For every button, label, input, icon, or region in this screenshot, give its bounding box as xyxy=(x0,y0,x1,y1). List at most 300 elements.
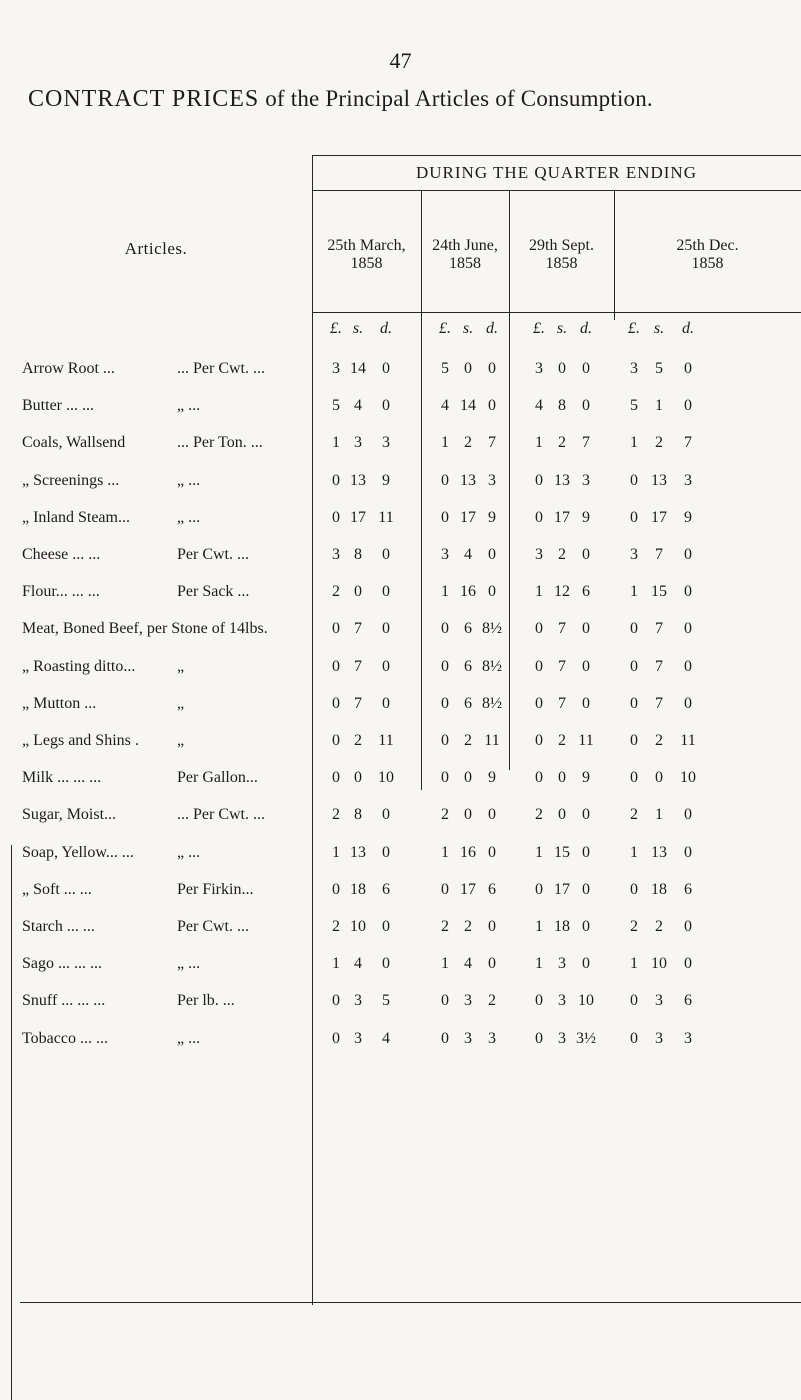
price-value: 0 xyxy=(382,918,390,935)
price-value: 12 xyxy=(554,583,570,601)
article-name: Sago ... ... ... xyxy=(22,955,102,973)
table-row xyxy=(0,546,801,578)
price-value: 6 xyxy=(382,880,390,898)
price-value: 0 xyxy=(441,508,449,526)
price-value: 0 xyxy=(382,806,390,824)
currency-unit-label: d. xyxy=(380,320,392,337)
price-value: 0 xyxy=(684,397,692,415)
price-value: 0 xyxy=(332,620,340,638)
price-value: 2 xyxy=(464,918,472,935)
price-value: 8 xyxy=(558,397,566,415)
price-value: 2 xyxy=(558,546,566,563)
price-value: 0 xyxy=(582,843,590,861)
title-rest: of the Principal Articles of Consumption. xyxy=(259,86,653,111)
table-row xyxy=(0,844,801,876)
price-value: 0 xyxy=(441,992,449,1010)
price-value: 1 xyxy=(332,955,340,973)
price-value: 3 xyxy=(488,471,496,489)
price-value: 18 xyxy=(350,880,366,898)
article-name: Starch ... ... xyxy=(22,918,95,935)
price-value: 3 xyxy=(630,546,638,563)
price-value: 1 xyxy=(630,583,638,601)
price-value: 0 xyxy=(488,360,496,377)
article-name: Butter ... ... xyxy=(22,397,94,415)
price-value: 0 xyxy=(382,657,390,675)
price-value: 0 xyxy=(332,694,340,712)
table-row xyxy=(0,397,801,429)
price-value: 7 xyxy=(354,657,362,675)
price-value: 2 xyxy=(558,732,566,749)
price-value: 6 xyxy=(684,880,692,898)
price-value: 0 xyxy=(630,508,638,526)
price-value: 9 xyxy=(488,508,496,526)
table-row xyxy=(0,769,801,801)
page-title xyxy=(28,86,788,113)
price-value: 1 xyxy=(332,434,340,452)
article-unit: „ ... xyxy=(177,1029,201,1047)
price-value: 7 xyxy=(558,657,566,675)
price-value: 0 xyxy=(382,955,390,973)
table-bottom-rule xyxy=(20,1302,801,1303)
price-value: 3 xyxy=(558,992,566,1010)
currency-unit-label: s. xyxy=(352,320,364,337)
price-value: 0 xyxy=(684,583,692,601)
article-name: Soap, Yellow... ... xyxy=(22,843,134,861)
table-row xyxy=(0,732,801,764)
article-unit: Per Gallon... xyxy=(177,769,258,787)
article-name: Coals, Wallsend xyxy=(22,434,126,452)
price-value: 0 xyxy=(535,471,543,489)
price-value: 9 xyxy=(582,769,590,787)
price-value: 1 xyxy=(535,918,543,935)
price-value: 13 xyxy=(651,471,667,489)
price-value: 3 xyxy=(684,1029,692,1047)
currency-unit-label: d. xyxy=(486,320,498,337)
table-row xyxy=(0,509,801,541)
price-value: 13 xyxy=(460,471,476,489)
price-value: 16 xyxy=(460,843,476,861)
price-value: 0 xyxy=(582,918,590,935)
price-value: 0 xyxy=(582,955,590,973)
price-value: 1 xyxy=(535,955,543,973)
price-value: 0 xyxy=(630,732,638,749)
price-value: 0 xyxy=(655,769,663,787)
price-value: 6 xyxy=(464,620,472,638)
price-value: 0 xyxy=(332,508,340,526)
price-value: 2 xyxy=(332,583,340,601)
price-value: 4 xyxy=(441,397,449,415)
currency-unit-label: £. xyxy=(628,320,640,337)
price-value: 0 xyxy=(488,806,496,824)
price-value: 0 xyxy=(354,583,362,601)
quarter-header: 25th Dec. 1858 xyxy=(676,237,739,272)
price-value: 7 xyxy=(655,620,663,638)
price-value: 0 xyxy=(488,546,496,563)
article-name: Cheese ... ... xyxy=(22,546,101,563)
price-value: 5 xyxy=(332,397,340,415)
price-value: 0 xyxy=(535,1029,543,1047)
price-value: 0 xyxy=(630,769,638,787)
price-value: 0 xyxy=(630,694,638,712)
price-value: 17 xyxy=(350,508,366,526)
price-value: 0 xyxy=(684,657,692,675)
price-value: 2 xyxy=(464,732,472,749)
price-value: 2 xyxy=(332,806,340,824)
price-value: 0 xyxy=(464,806,472,824)
price-value: 0 xyxy=(488,955,496,973)
price-value: 0 xyxy=(382,546,390,563)
price-value: 4 xyxy=(354,955,362,973)
table-row xyxy=(0,918,801,950)
article-unit: „ ... xyxy=(177,843,201,861)
price-value: 3 xyxy=(354,1029,362,1047)
price-value: 0 xyxy=(488,843,496,861)
article-unit: ... Per Ton. ... xyxy=(177,434,263,452)
price-value: 11 xyxy=(680,732,696,749)
price-value: 0 xyxy=(488,397,496,415)
price-value: 3 xyxy=(464,1029,472,1047)
table-row xyxy=(0,955,801,987)
price-value: 1 xyxy=(441,955,449,973)
price-value: 2 xyxy=(441,806,449,824)
currency-unit-label: s. xyxy=(653,320,665,337)
article-unit: „ xyxy=(177,732,185,749)
price-value: 0 xyxy=(535,732,543,749)
article-name: „ Soft ... ... xyxy=(22,880,92,898)
price-value: 11 xyxy=(378,508,394,526)
price-value: 5 xyxy=(655,360,663,377)
price-value: 4 xyxy=(464,955,472,973)
price-value: 0 xyxy=(332,880,340,898)
table-row xyxy=(0,992,801,1024)
price-value: 0 xyxy=(630,880,638,898)
article-unit: Per Firkin... xyxy=(177,880,254,898)
column-divider xyxy=(312,155,313,1305)
price-value: 0 xyxy=(582,880,590,898)
price-value: 8½ xyxy=(482,620,502,638)
article-unit: ... Per Cwt. ... xyxy=(177,360,265,377)
price-value: 2 xyxy=(558,434,566,452)
price-value: 5 xyxy=(441,360,449,377)
price-value: 11 xyxy=(578,732,594,749)
price-value: 3 xyxy=(558,1029,566,1047)
price-value: 1 xyxy=(441,583,449,601)
article-unit: Per Sack ... xyxy=(177,583,250,601)
price-value: 1 xyxy=(630,434,638,452)
price-value: 2 xyxy=(488,992,496,1010)
price-value: 6 xyxy=(464,694,472,712)
price-value: 0 xyxy=(382,843,390,861)
price-value: 17 xyxy=(554,508,570,526)
price-value: 4 xyxy=(464,546,472,563)
price-value: 1 xyxy=(655,806,663,824)
article-unit: „ xyxy=(177,694,185,712)
quarter-header: 25th March, 1858 xyxy=(327,237,406,272)
price-value: 0 xyxy=(441,732,449,749)
table-row xyxy=(0,806,801,838)
price-value: 7 xyxy=(655,657,663,675)
price-value: 3 xyxy=(332,546,340,563)
price-value: 3 xyxy=(382,434,390,452)
price-value: 0 xyxy=(558,360,566,377)
price-value: 7 xyxy=(354,694,362,712)
price-value: 0 xyxy=(354,769,362,787)
price-value: 17 xyxy=(460,508,476,526)
header-bottom-rule xyxy=(312,312,801,313)
price-value: 1 xyxy=(441,843,449,861)
article-unit: „ ... xyxy=(177,955,201,973)
price-value: 17 xyxy=(460,880,476,898)
article-name: Snuff ... ... ... xyxy=(22,992,106,1010)
currency-unit-label: d. xyxy=(682,320,694,337)
price-value: 0 xyxy=(535,694,543,712)
currency-unit-label: s. xyxy=(462,320,474,337)
price-value: 0 xyxy=(684,918,692,935)
currency-unit-label: s. xyxy=(556,320,568,337)
table-row xyxy=(0,434,801,466)
article-unit: Per Cwt. ... xyxy=(177,546,249,563)
price-value: 3 xyxy=(354,434,362,452)
price-value: 0 xyxy=(630,620,638,638)
table-row xyxy=(0,881,801,913)
price-value: 0 xyxy=(441,657,449,675)
price-value: 0 xyxy=(630,657,638,675)
price-value: 7 xyxy=(582,434,590,452)
price-value: 0 xyxy=(382,583,390,601)
price-value: 10 xyxy=(378,769,394,787)
price-value: 3 xyxy=(582,471,590,489)
price-value: 0 xyxy=(582,397,590,415)
price-value: 0 xyxy=(332,657,340,675)
currency-unit-label: d. xyxy=(580,320,592,337)
price-value: 7 xyxy=(558,620,566,638)
currency-unit-label: £. xyxy=(533,320,545,337)
top-rule xyxy=(312,155,801,156)
price-value: 6 xyxy=(464,657,472,675)
price-value: 4 xyxy=(535,397,543,415)
price-value: 3 xyxy=(655,992,663,1010)
table-row xyxy=(0,583,801,615)
article-name: „ Inland Steam... xyxy=(22,508,130,526)
price-value: 0 xyxy=(582,694,590,712)
price-value: 7 xyxy=(684,434,692,452)
price-value: 15 xyxy=(554,843,570,861)
table-row xyxy=(0,472,801,504)
price-value: 1 xyxy=(441,434,449,452)
price-value: 0 xyxy=(332,1029,340,1047)
price-value: 2 xyxy=(354,732,362,749)
price-value: 11 xyxy=(484,732,500,749)
price-value: 0 xyxy=(535,880,543,898)
price-value: 0 xyxy=(382,360,390,377)
table-row xyxy=(0,1030,801,1062)
price-value: 18 xyxy=(651,880,667,898)
price-value: 2 xyxy=(655,918,663,935)
article-name: Arrow Root ... xyxy=(22,360,115,377)
price-value: 0 xyxy=(382,620,390,638)
article-unit: „ ... xyxy=(177,471,201,489)
article-name: Meat, Boned Beef, per Stone of 14lbs. xyxy=(22,620,268,638)
price-value: 0 xyxy=(332,471,340,489)
price-value: 4 xyxy=(354,397,362,415)
price-value: 0 xyxy=(535,508,543,526)
price-value: 2 xyxy=(630,918,638,935)
price-value: 0 xyxy=(332,732,340,749)
price-value: 0 xyxy=(441,620,449,638)
price-value: 3 xyxy=(558,955,566,973)
price-value: 10 xyxy=(680,769,696,787)
price-value: 0 xyxy=(535,769,543,787)
price-value: 6 xyxy=(582,583,590,601)
article-name: „ Mutton ... xyxy=(22,694,97,712)
price-value: 13 xyxy=(350,843,366,861)
article-unit: „ ... xyxy=(177,397,201,415)
article-name: Flour... ... ... xyxy=(22,583,100,601)
price-value: 14 xyxy=(460,397,476,415)
price-value: 2 xyxy=(655,732,663,749)
price-value: 4 xyxy=(382,1029,390,1047)
table-row xyxy=(0,695,801,727)
price-value: 0 xyxy=(488,583,496,601)
price-value: 0 xyxy=(684,955,692,973)
article-unit: „ ... xyxy=(177,508,201,526)
price-value: 2 xyxy=(535,806,543,824)
article-name: Milk ... ... ... xyxy=(22,769,102,787)
price-value: 0 xyxy=(535,657,543,675)
price-value: 0 xyxy=(582,657,590,675)
price-value: 0 xyxy=(684,546,692,563)
price-value: 1 xyxy=(535,434,543,452)
price-value: 0 xyxy=(582,360,590,377)
price-value: 0 xyxy=(441,880,449,898)
price-value: 0 xyxy=(582,620,590,638)
price-value: 0 xyxy=(464,360,472,377)
price-value: 7 xyxy=(655,546,663,563)
price-value: 0 xyxy=(332,992,340,1010)
price-value: 1 xyxy=(630,843,638,861)
article-name: Sugar, Moist... xyxy=(22,806,117,824)
price-value: 3 xyxy=(535,360,543,377)
price-value: 1 xyxy=(630,955,638,973)
price-value: 1 xyxy=(655,397,663,415)
table-row xyxy=(0,360,801,392)
price-value: 11 xyxy=(378,732,394,749)
price-value: 0 xyxy=(441,694,449,712)
price-value: 17 xyxy=(554,880,570,898)
price-value: 3 xyxy=(488,1029,496,1047)
price-value: 0 xyxy=(684,360,692,377)
table-row xyxy=(0,658,801,690)
article-name: Tobacco ... ... xyxy=(22,1029,108,1047)
page-number: 47 xyxy=(389,48,412,73)
articles-header: Articles. xyxy=(124,239,188,258)
price-value: 0 xyxy=(684,620,692,638)
article-unit: Per lb. ... xyxy=(177,992,235,1010)
price-value: 9 xyxy=(488,769,496,787)
price-value: 5 xyxy=(630,397,638,415)
price-value: 8 xyxy=(354,806,362,824)
article-name: „ Legs and Shins . xyxy=(22,732,139,749)
price-value: 9 xyxy=(582,508,590,526)
price-value: 6 xyxy=(488,880,496,898)
price-value: 0 xyxy=(684,843,692,861)
currency-unit-label: £. xyxy=(439,320,451,337)
price-value: 5 xyxy=(382,992,390,1010)
price-value: 0 xyxy=(332,769,340,787)
price-value: 7 xyxy=(558,694,566,712)
price-value: 10 xyxy=(578,992,594,1010)
price-value: 8½ xyxy=(482,657,502,675)
price-value: 2 xyxy=(464,434,472,452)
article-name: „ Roasting ditto... xyxy=(22,657,136,675)
price-value: 13 xyxy=(651,843,667,861)
price-value: 9 xyxy=(684,508,692,526)
title-caps: CONTRACT PRICES xyxy=(28,86,260,112)
price-value: 0 xyxy=(464,769,472,787)
price-value: 6 xyxy=(684,992,692,1010)
price-value: 0 xyxy=(582,806,590,824)
price-value: 0 xyxy=(441,1029,449,1047)
price-value: 0 xyxy=(441,769,449,787)
price-value: 3 xyxy=(464,992,472,1010)
price-value: 0 xyxy=(630,992,638,1010)
price-value: 14 xyxy=(350,360,366,377)
price-value: 0 xyxy=(382,397,390,415)
price-value: 3 xyxy=(332,360,340,377)
price-value: 0 xyxy=(535,992,543,1010)
quarter-header: 24th June, 1858 xyxy=(432,237,498,272)
price-value: 3 xyxy=(535,546,543,563)
quarter-span-header: DURING THE QUARTER ENDING xyxy=(415,163,697,182)
article-unit: „ xyxy=(177,657,185,675)
price-value: 0 xyxy=(684,694,692,712)
price-value: 16 xyxy=(460,583,476,601)
price-value: 0 xyxy=(558,769,566,787)
currency-unit-label: £. xyxy=(330,320,342,337)
article-name: „ Screenings ... xyxy=(22,471,120,489)
price-value: 0 xyxy=(582,546,590,563)
price-value: 0 xyxy=(535,620,543,638)
price-value: 3½ xyxy=(576,1029,596,1047)
price-value: 8 xyxy=(354,546,362,563)
price-value: 0 xyxy=(630,1029,638,1047)
price-value: 15 xyxy=(651,583,667,601)
price-value: 2 xyxy=(655,434,663,452)
price-value: 9 xyxy=(382,471,390,489)
price-value: 13 xyxy=(350,471,366,489)
price-value: 3 xyxy=(441,546,449,563)
price-value: 3 xyxy=(655,1029,663,1047)
price-value: 0 xyxy=(558,806,566,824)
price-value: 7 xyxy=(488,434,496,452)
price-value: 0 xyxy=(488,918,496,935)
price-value: 7 xyxy=(354,620,362,638)
price-value: 13 xyxy=(554,471,570,489)
price-value: 7 xyxy=(655,694,663,712)
price-value: 2 xyxy=(441,918,449,935)
price-value: 10 xyxy=(651,955,667,973)
price-value: 2 xyxy=(332,918,340,935)
price-value: 0 xyxy=(630,471,638,489)
price-value: 10 xyxy=(350,918,366,935)
price-value: 2 xyxy=(630,806,638,824)
price-value: 17 xyxy=(651,508,667,526)
price-value: 3 xyxy=(684,471,692,489)
price-value: 3 xyxy=(354,992,362,1010)
article-unit: ... Per Cwt. ... xyxy=(177,806,265,824)
quarter-header: 29th Sept. 1858 xyxy=(529,237,594,272)
price-value: 0 xyxy=(441,471,449,489)
